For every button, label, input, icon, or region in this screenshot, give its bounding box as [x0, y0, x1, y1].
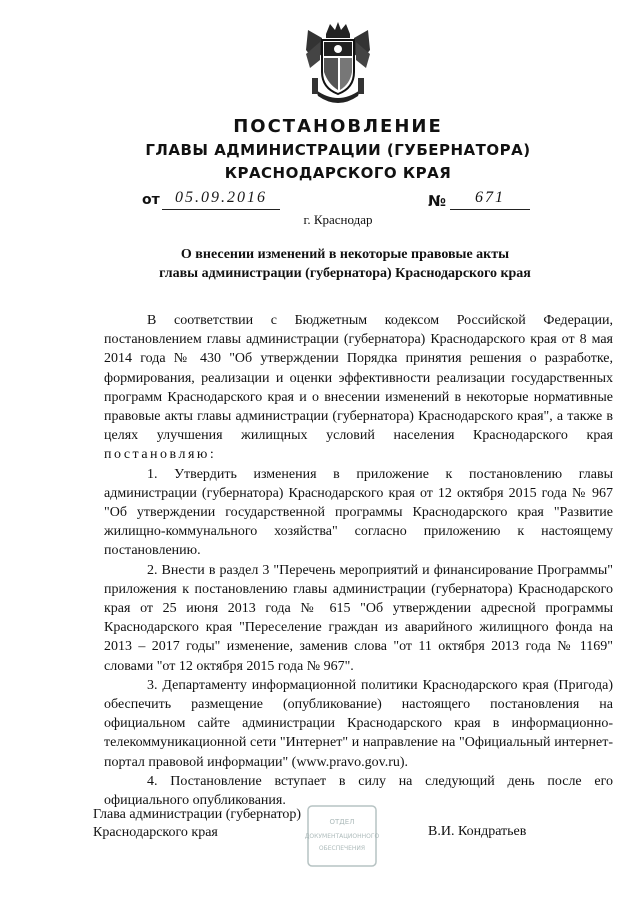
issuer-line: ГЛАВЫ АДМИНИСТРАЦИИ (ГУБЕРНАТОРА) [145, 141, 531, 159]
clause-4: 4. Постановление вступает в силу на следующий день после его официального опубликования. [104, 773, 613, 809]
clause-1: 1. Утвердить изменения в приложение к постановлению главы администрации (губернатора) Краснодарского края от 12 октября 2015 года № 967 "Об утверждении государственной программы Краснодарского края "Развитие жилищно-коммунального хозяйства" согласно приложению к настоящему постановлению. [104, 466, 613, 559]
position-line-2: Краснодарского края [93, 825, 218, 840]
document-type-title: ПОСТАНОВЛЕНИЕ [233, 116, 443, 137]
clause-3: 3. Департаменту информационной политики Краснодарского края (Пригода) обеспечить размещение (опубликование) настоящего постановления на официальном сайте администрации Краснодарского края в информационно-телекоммуникационной сети "Интернет" и направление на "Официальный интернет-портал правовой информации" (www.pravo.gov.ru). [104, 677, 613, 770]
resolution-word: постановляю: [104, 447, 217, 463]
signatory-position [93, 806, 301, 842]
signatory-name: В.И. Кондратьев [428, 824, 527, 839]
department-stamp-icon [302, 800, 382, 872]
date-label: от [142, 192, 160, 208]
subject-line-2: главы администрации (губернатора) Краснодарского края [159, 266, 531, 281]
intro-text: В соответствии с Бюджетным кодексом Российской Федерации, постановлением главы администрации (губернатора) Краснодарского края от 8 мая 2014 года № 430 "Об утверждении Порядка принятия решения о разработке, формирования, реализации и оценки эффективности реализации государственных программ Краснодарского края и о внесении изменений в некоторые нормативные правовые акты главы администрации (губернатора) Краснодарского края", а также в целях улучшения жилищных условий населения Краснодарского края [104, 313, 613, 444]
number-label: № [428, 192, 447, 210]
clause-2: 2. Внести в раздел 3 "Перечень мероприятий и финансирование Программы" приложения к постановлению главы администрации (губернатора) Краснодарского края от 25 июня 2013 года № 615 "Об утверждении адресной программы Краснодарского края "Переселение граждан из аварийного жилищного фонда на 2013 – 2017 годы" изменение, заменив слова "от 11 октября 2013 года № 1169" словами "от 12 октября 2015 года № 967". [104, 562, 613, 674]
intro-paragraph [104, 311, 613, 465]
document-subject [120, 245, 570, 283]
region-line: КРАСНОДАРСКОГО КРАЯ [224, 164, 452, 182]
subject-line-1: О внесении изменений в некоторые правовые акты [180, 247, 510, 262]
position-line-1: Глава администрации (губернатор) [93, 807, 302, 822]
document-body [104, 311, 613, 810]
svg-text:ОТДЕЛ: ОТДЕЛ [329, 818, 355, 826]
coat-of-arms-icon [302, 20, 374, 106]
svg-text:ДОКУМЕНТАЦИОННОГО: ДОКУМЕНТАЦИОННОГО [304, 833, 380, 840]
document-date: 05.09.2016 [162, 189, 280, 210]
svg-text:ОБЕСПЕЧЕНИЯ: ОБЕСПЕЧЕНИЯ [318, 845, 366, 852]
document-number: 671 [450, 189, 530, 210]
city-line: г. Краснодар [303, 212, 373, 227]
